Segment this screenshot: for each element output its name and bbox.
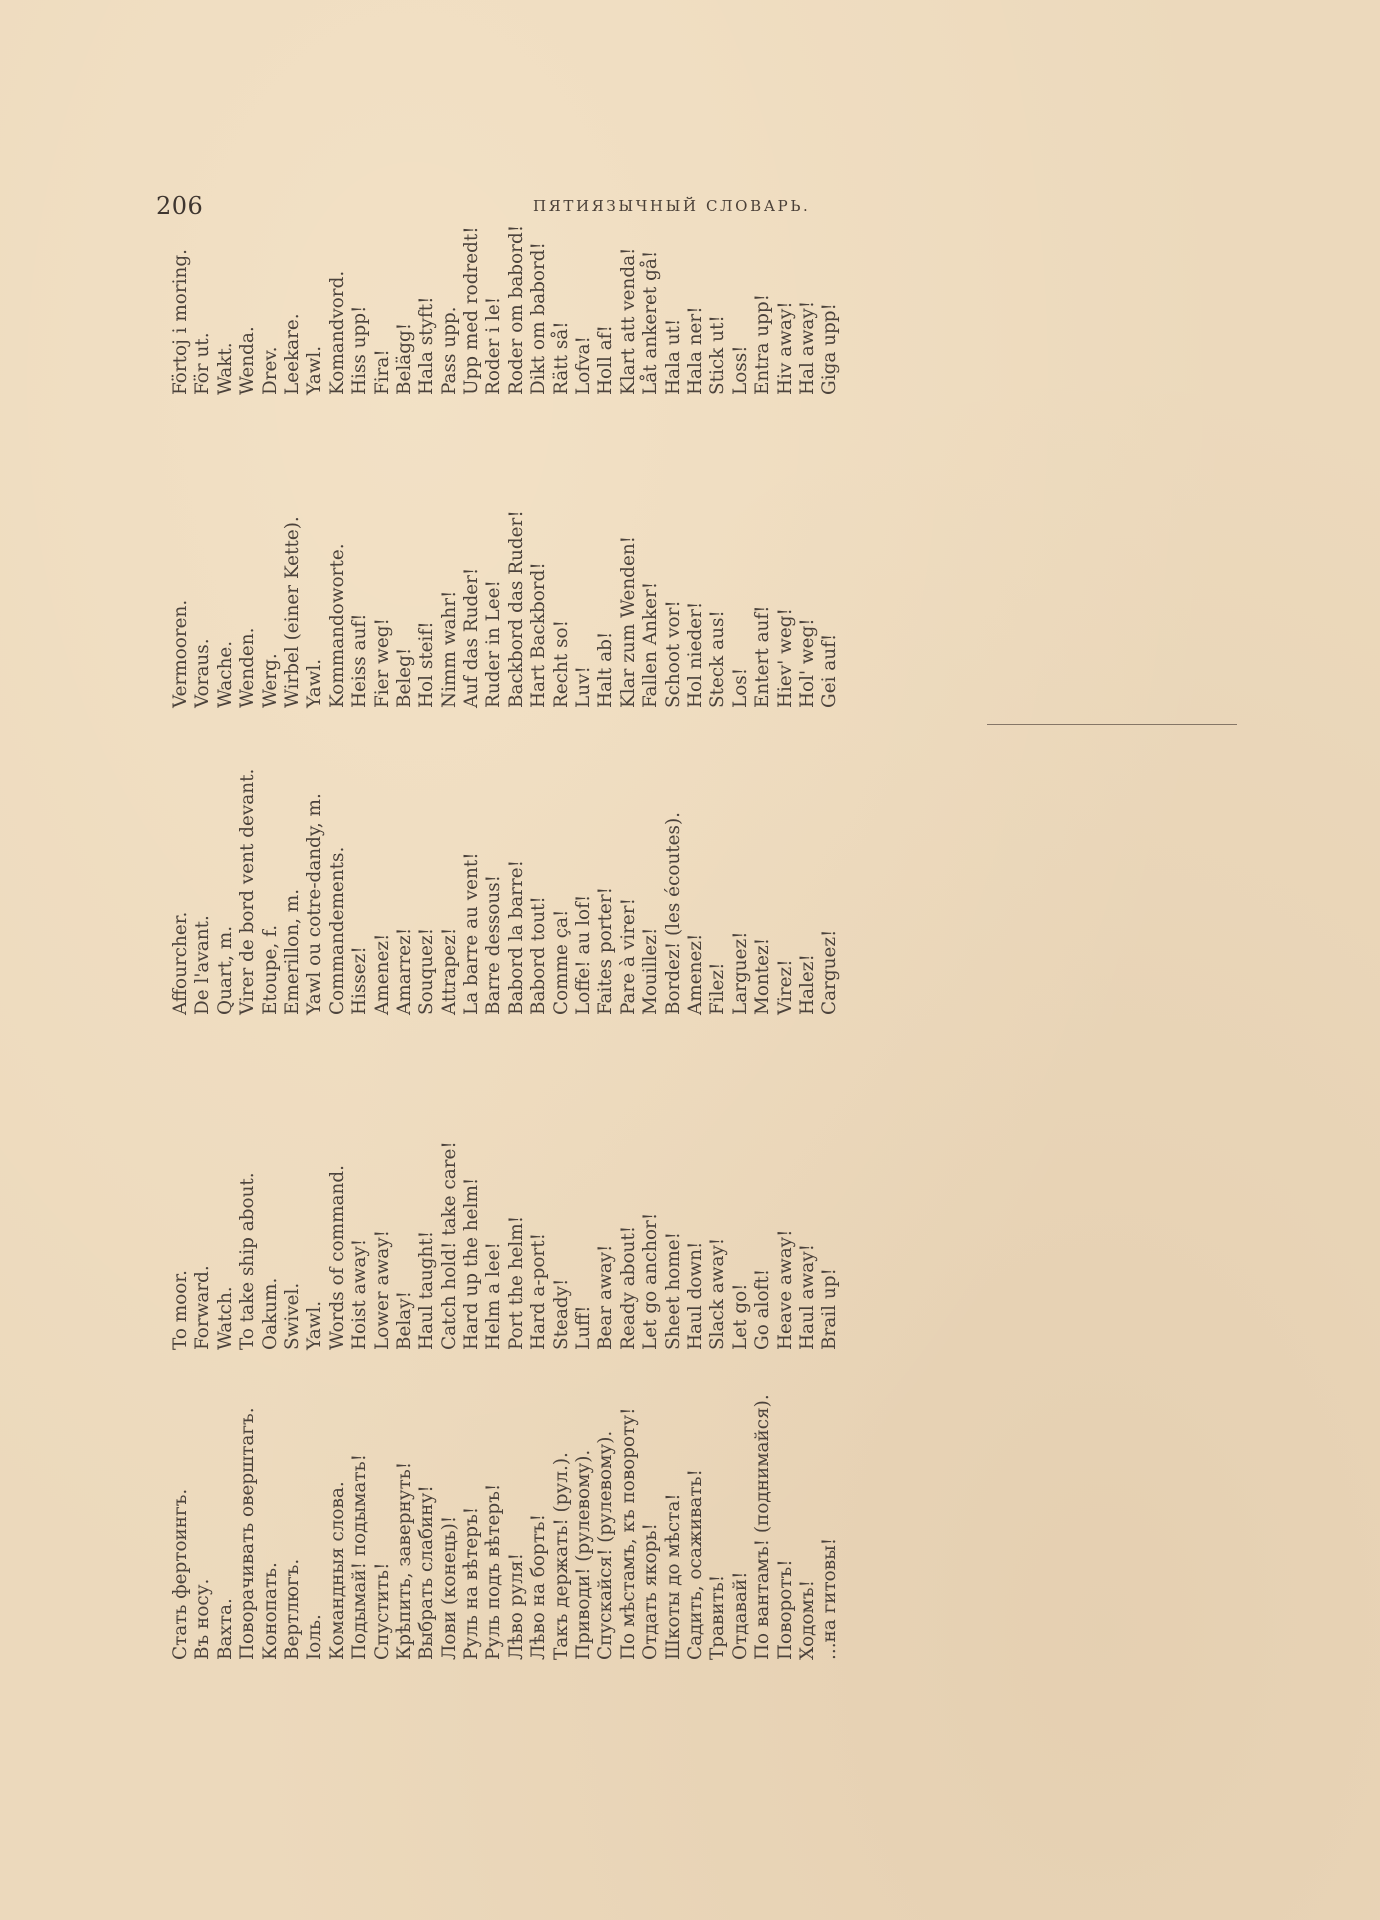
dictionary-entry: Руль подъ вѣтеръ! bbox=[483, 1483, 505, 1660]
dictionary-entry: Barre dessous! bbox=[483, 874, 505, 1015]
dictionary-entry: Dikt om babord! bbox=[528, 242, 550, 395]
dictionary-entry: Larguez! bbox=[729, 931, 751, 1015]
dictionary-entry: Backbord das Ruder! bbox=[505, 510, 527, 708]
dictionary-entry: Yawl. bbox=[304, 345, 326, 395]
dictionary-entry: По вантамъ! (поднимайся). bbox=[752, 1394, 774, 1660]
dictionary-entry: Wakt. bbox=[214, 342, 236, 395]
dictionary-entry: Filez! bbox=[707, 962, 729, 1015]
column-english bbox=[170, 1141, 842, 1350]
dictionary-entry: Ready about! bbox=[617, 1225, 639, 1350]
dictionary-entry: Heave away! bbox=[774, 1229, 796, 1350]
dictionary-entry: Forward. bbox=[192, 1265, 214, 1350]
dictionary-entry: ...на гитовы! bbox=[819, 1537, 841, 1660]
dictionary-entry: Swivel. bbox=[281, 1282, 303, 1350]
dictionary-entry: Montez! bbox=[752, 937, 774, 1015]
dictionary-entry: Командныя слова. bbox=[326, 1481, 348, 1660]
dictionary-entry: Luv! bbox=[573, 666, 595, 708]
dictionary-entry: Wenda. bbox=[237, 326, 259, 395]
dictionary-entry: Haul down! bbox=[684, 1241, 706, 1350]
dictionary-entry: Let go! bbox=[729, 1283, 751, 1350]
dictionary-entry: Mouillez! bbox=[640, 927, 662, 1015]
dictionary-entry: Отдавай! bbox=[729, 1571, 751, 1660]
dictionary-entry: La barre au vent! bbox=[461, 852, 483, 1015]
dictionary-entry: Спустить! bbox=[371, 1562, 393, 1660]
dictionary-entry: Hart Backbord! bbox=[528, 562, 550, 708]
dictionary-entry: Pass upp. bbox=[438, 306, 460, 395]
dictionary-entry: Werg. bbox=[259, 653, 281, 708]
dictionary-entry: Brail up! bbox=[819, 1268, 841, 1350]
dictionary-entry: Nimm wahr! bbox=[438, 590, 460, 708]
column-french bbox=[170, 769, 842, 1015]
dictionary-entry: Belay! bbox=[393, 1290, 415, 1350]
dictionary-entry: Hissez! bbox=[349, 946, 371, 1015]
dictionary-entry: Words of command. bbox=[326, 1165, 348, 1350]
dictionary-entry: Rätt så! bbox=[550, 321, 572, 395]
dictionary-entry: Loffe! au lof! bbox=[573, 894, 595, 1015]
dictionary-entry: Іоль. bbox=[304, 1614, 326, 1660]
dictionary-entry: Приводи! (рулевому). bbox=[573, 1449, 595, 1660]
dictionary-entry: Lofva! bbox=[573, 336, 595, 395]
dictionary-entry: Fallen Anker! bbox=[640, 581, 662, 708]
dictionary-entry: Los! bbox=[729, 667, 751, 708]
dictionary-entry: По мѣстамъ, къ повороту! bbox=[617, 1407, 639, 1660]
dictionary-entry: Шкоты до мѣста! bbox=[662, 1493, 684, 1660]
dictionary-entry: Hard a-port! bbox=[528, 1232, 550, 1350]
rotated-dictionary-table bbox=[170, 224, 841, 1660]
dictionary-entry: De l'avant. bbox=[192, 915, 214, 1015]
column-swedish bbox=[170, 225, 842, 395]
dictionary-entry: Halez! bbox=[796, 954, 818, 1015]
dictionary-entry: Hala ner! bbox=[684, 306, 706, 395]
dictionary-entry: Drev. bbox=[259, 346, 281, 395]
dictionary-entry: Hiv away! bbox=[774, 301, 796, 395]
dictionary-entry: Förtoj i moring. bbox=[170, 248, 191, 395]
dictionary-entry: Hiev' weg! bbox=[774, 608, 796, 708]
dictionary-entry: Hol steif! bbox=[416, 621, 438, 708]
dictionary-entry: Heiss auf! bbox=[349, 613, 371, 708]
dictionary-entry: Halt ab! bbox=[595, 631, 617, 708]
dictionary-entry: Affourcher. bbox=[170, 911, 191, 1015]
dictionary-entry: Schoot vor! bbox=[662, 600, 684, 708]
dictionary-entry: Wirbel (einer Kette). bbox=[281, 516, 303, 708]
dictionary-entry: Babord la barre! bbox=[505, 859, 527, 1015]
dictionary-entry: Amenez! bbox=[684, 933, 706, 1015]
dictionary-entry: Entra upp! bbox=[752, 293, 774, 395]
dictionary-entry: Lower away! bbox=[371, 1230, 393, 1350]
dictionary-entry: Травить! bbox=[707, 1574, 729, 1660]
dictionary-entry: Hoist away! bbox=[349, 1238, 371, 1350]
dictionary-entry: Recht so! bbox=[550, 619, 572, 708]
dictionary-entry: Klar zum Wenden! bbox=[617, 535, 639, 708]
dictionary-entry: Steady! bbox=[550, 1278, 572, 1350]
dictionary-entry: Attrapez! bbox=[438, 927, 460, 1015]
dictionary-entry: To moor. bbox=[170, 1270, 191, 1350]
dictionary-entry: Hala styft! bbox=[416, 296, 438, 395]
dictionary-entry: Fier weg! bbox=[371, 618, 393, 708]
dictionary-entry: Luff! bbox=[573, 1305, 595, 1350]
dictionary-entry: Låt ankeret gå! bbox=[640, 250, 662, 395]
dictionary-entry: Vermooren. bbox=[170, 599, 191, 708]
dictionary-entry: Faites porter! bbox=[595, 886, 617, 1015]
dictionary-entry: Hol' weg! bbox=[796, 618, 818, 708]
dictionary-entry: Beleg! bbox=[393, 647, 415, 708]
dictionary-entry: Catch hold! take care! bbox=[438, 1141, 460, 1350]
dictionary-entry: Port the helm! bbox=[505, 1215, 527, 1350]
dictionary-entry: Steck aus! bbox=[707, 610, 729, 708]
dictionary-entry: Entert auf! bbox=[752, 605, 774, 708]
dictionary-entry: Подымай! подымать! bbox=[349, 1454, 371, 1660]
dictionary-entry: Loss! bbox=[729, 345, 751, 395]
dictionary-entry: Hiss upp! bbox=[349, 305, 371, 395]
dictionary-entry: Лови (конець)! bbox=[438, 1515, 460, 1660]
dictionary-entry: Virer de bord vent devant. bbox=[237, 768, 259, 1015]
dictionary-entry: Haul away! bbox=[796, 1243, 818, 1350]
dictionary-entry: Amarrez! bbox=[393, 927, 415, 1015]
dictionary-entry: Quart, m. bbox=[214, 925, 236, 1015]
column-russian bbox=[170, 1394, 842, 1660]
dictionary-entry: Садить, осаживать! bbox=[684, 1469, 706, 1660]
dictionary-entry: Крѣпить, завернуть! bbox=[393, 1461, 415, 1660]
dictionary-entry: To take ship about. bbox=[237, 1172, 259, 1350]
dictionary-entry: Stick ut! bbox=[707, 315, 729, 395]
dictionary-entry: Hala ut! bbox=[662, 318, 684, 395]
dictionary-entry: Лѣво на бортъ! bbox=[528, 1514, 550, 1660]
page-number: 206 bbox=[156, 192, 204, 220]
dictionary-entry: Roder om babord! bbox=[505, 224, 527, 395]
dictionary-entry: Конопать. bbox=[259, 1562, 281, 1660]
dictionary-entry: Watch. bbox=[214, 1286, 236, 1350]
column-german bbox=[170, 510, 842, 708]
dictionary-entry: Yawl. bbox=[304, 1300, 326, 1350]
dictionary-entry: För ut. bbox=[192, 332, 214, 395]
dictionary-entry: Pare à virer! bbox=[617, 898, 639, 1015]
end-rule bbox=[987, 724, 1237, 725]
dictionary-entry: Roder i le! bbox=[483, 296, 505, 395]
dictionary-entry: Ходомъ! bbox=[796, 1580, 818, 1660]
dictionary-entry: Souquez! bbox=[416, 927, 438, 1015]
dictionary-entry: Ruder in Lee! bbox=[483, 580, 505, 708]
dictionary-entry: Bear away! bbox=[595, 1244, 617, 1350]
dictionary-entry: Поворачивать оверштагъ. bbox=[237, 1407, 259, 1660]
dictionary-entry: Leekare. bbox=[281, 313, 303, 395]
dictionary-entry: Voraus. bbox=[192, 638, 214, 708]
dictionary-entry: Komandvord. bbox=[326, 270, 348, 395]
dictionary-entry: Kommandoworte. bbox=[326, 543, 348, 708]
dictionary-entry: Upp med rodredt! bbox=[461, 226, 483, 395]
dictionary-entry: Virez! bbox=[774, 959, 796, 1015]
dictionary-entry: Hol nieder! bbox=[684, 601, 706, 708]
dictionary-entry: Auf das Ruder! bbox=[461, 567, 483, 708]
dictionary-entry: Amenez! bbox=[371, 933, 393, 1015]
dictionary-entry: Поворотъ! bbox=[774, 1559, 796, 1660]
dictionary-entry: Такъ держать! (рул.). bbox=[550, 1452, 572, 1660]
dictionary-entry: Sheet home! bbox=[662, 1231, 684, 1350]
dictionary-entry: Carguez! bbox=[819, 929, 841, 1015]
dictionary-entry: Haul taught! bbox=[416, 1230, 438, 1350]
dictionary-entry: Отдать якорь! bbox=[640, 1523, 662, 1660]
dictionary-entry: Emerillon, m. bbox=[281, 888, 303, 1015]
dictionary-entry: Etoupe, f. bbox=[259, 924, 281, 1015]
dictionary-entry: Fira! bbox=[371, 349, 393, 395]
dictionary-entry: Klart att venda! bbox=[617, 247, 639, 395]
dictionary-entry: Hard up the helm! bbox=[461, 1177, 483, 1350]
dictionary-entry: Gei auf! bbox=[819, 633, 841, 708]
dictionary-entry: Въ носу. bbox=[192, 1578, 214, 1660]
dictionary-entry: Лѣво руля! bbox=[505, 1553, 527, 1660]
dictionary-entry: Belägg! bbox=[393, 322, 415, 395]
dictionary-entry: Go aloft! bbox=[752, 1268, 774, 1350]
dictionary-entry: Yawl. bbox=[304, 658, 326, 708]
dictionary-entry: Yawl ou cotre-dandy, m. bbox=[304, 793, 326, 1015]
dictionary-entry: Вахта. bbox=[214, 1598, 236, 1660]
dictionary-entry: Commandements. bbox=[326, 846, 348, 1015]
dictionary-entry: Hal away! bbox=[796, 300, 818, 395]
dictionary-entry: Wenden. bbox=[237, 627, 259, 708]
dictionary-entry: Giga upp! bbox=[819, 303, 841, 395]
dictionary-entry: Holl af! bbox=[595, 325, 617, 395]
dictionary-entry: Helm a lee! bbox=[483, 1242, 505, 1350]
dictionary-entry: Slack away! bbox=[707, 1237, 729, 1350]
dictionary-entry: Руль на вѣтеръ! bbox=[461, 1506, 483, 1660]
dictionary-entry: Стать фертоингъ. bbox=[170, 1488, 191, 1660]
dictionary-entry: Вертлюгъ. bbox=[281, 1558, 303, 1660]
dictionary-entry: Wache. bbox=[214, 640, 236, 708]
dictionary-entry: Bordez! (les écoutes). bbox=[662, 811, 684, 1015]
dictionary-entry: Спускайся! (рулевому). bbox=[595, 1430, 617, 1660]
dictionary-entry: Oakum. bbox=[259, 1277, 281, 1350]
dictionary-entry: Выбрать слабину! bbox=[416, 1485, 438, 1660]
dictionary-entry: Babord tout! bbox=[528, 896, 550, 1015]
dictionary-entry: Comme ça! bbox=[550, 909, 572, 1015]
running-head: ПЯТИЯЗЫЧНЫЙ СЛОВАРЬ. bbox=[533, 197, 811, 215]
dictionary-entry: Let go anchor! bbox=[640, 1212, 662, 1350]
